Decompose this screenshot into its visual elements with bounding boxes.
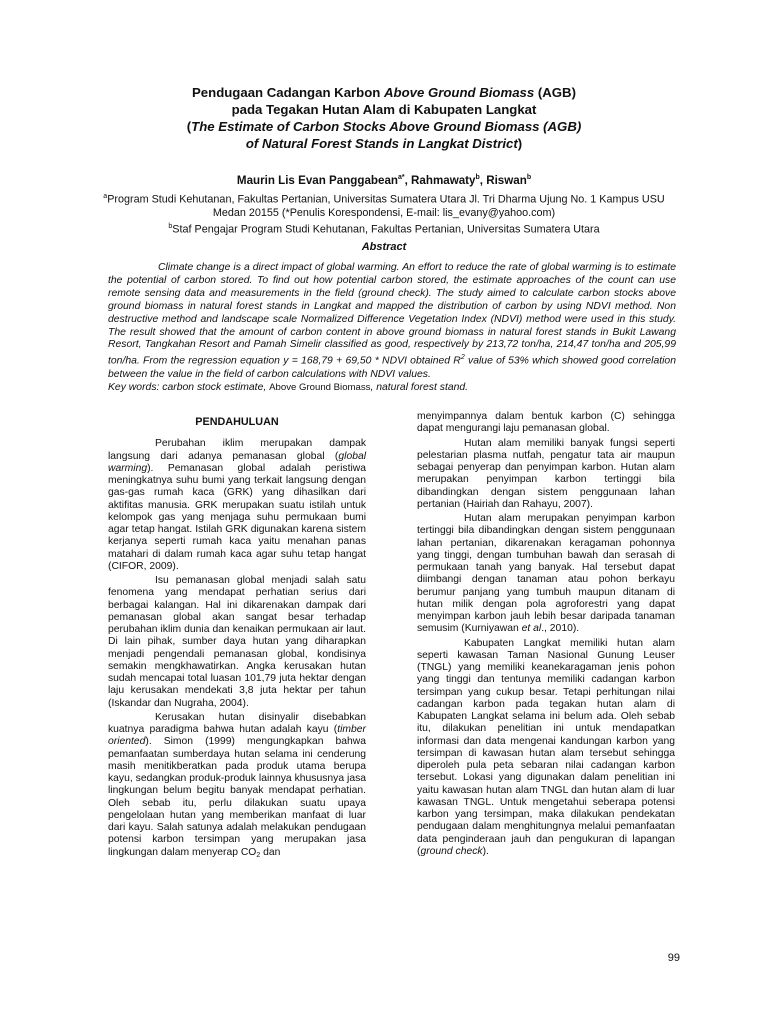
author-sup: a*: [397, 174, 405, 181]
title-text: ): [517, 136, 523, 151]
body-paragraph: [108, 438, 366, 573]
body-italic: et al: [521, 623, 542, 635]
affiliation-sup: a: [103, 192, 108, 200]
author-list: [0, 170, 768, 188]
section-heading: PENDAHULUAN: [195, 416, 279, 428]
title-text: (AGB): [534, 85, 576, 100]
authors-block: [0, 170, 768, 237]
title-line-1: [0, 84, 768, 101]
title-italic: of Natural Forest Stands in Langkat District: [245, 136, 518, 151]
abstract-body: [108, 262, 676, 395]
affiliation-a-line-2: Medan 20155 (*Penulis Korespondensi, E-mail: lis_evany@yahoo.com): [212, 207, 556, 220]
body-text: ., 2010).: [541, 623, 580, 635]
abstract-paragraph: [108, 262, 676, 382]
affiliation-text: Staf Pengajar Program Studi Kehutanan, Fakultas Pertanian, Universitas Sumatera Utara: [172, 224, 600, 237]
affiliation-sup: b: [168, 223, 173, 231]
author-sup: b: [475, 174, 480, 181]
body-paragraph: [417, 638, 675, 859]
body-text: Perubahan iklim merupakan dampak langsung dari adanya pemanasan global (: [108, 438, 366, 462]
right-column: [417, 411, 675, 860]
author-name: , Rahmawaty: [404, 173, 476, 187]
body-paragraph: Isu pemanasan global menjadi salah satu fenomena yang mendapat perhatian serius dari berbagai kalangan. Hal ini dikarenakan dampak dari pemanasan global akan sangat besar terhadap perubahan iklim dunia dan kenaikan permukaan air laut. Di lain pihak, sumber daya hutan yang diharapkan menjadi pengendali pemanasan global, kondisinya semakin mengkhawatirkan. Angka kerusakan hutan sudah mencapai total luasan 101,79 juta hektar dengan laju kerusakan mendekati 3,8 juta hektar per tahun (Iskandar dan Nugraha, 2004).: [108, 575, 366, 709]
body-paragraph: [417, 513, 675, 636]
title-italic: Above Ground Biomass: [384, 85, 535, 100]
body-text: Kerusakan hutan disinyalir disebabkan kuatnya paradigma bahwa hutan adalah kayu (: [108, 711, 366, 735]
author-sup: b: [526, 174, 532, 181]
body-text: ). Simon (1999) mengungkapkan bahwa pemanfaatan sumberdaya hutan selama ini cenderung masih menitikberatkan pada produk utama berupa kayu, sedangkan produk-produk lainnya khususnya jasa lingkungan belum begitu banyak mendapat perhatian. Oleh sebab itu, perlu dilakukan suatu upaya pengelolaan hutan yang memberikan manfaat di luar dari kayu. Salah satunya adalah melakukan pendugaan potensi karbon tersimpan yang merupakan jasa lingkungan dalam menyerap CO: [108, 736, 366, 858]
body-paragraph: Hutan alam memiliki banyak fungsi seperti pelestarian plasma nutfah, pengatur tata air maupun sebagai penyerap dan penyimpan karbon. Hutan alam merupakan penyimpan karbon tertinggi bila dibandingkan dengan sistem penggunaan lahan pertanian (Hairiah dan Rahayu, 2007).: [417, 437, 675, 510]
affiliation-a-line-1: [0, 190, 768, 207]
keywords-text: , natural forest stand.: [370, 381, 469, 393]
body-text: Kabupaten Langkat memiliki hutan alam seperti kawasan Taman Nasional Gunung Leuser (TNGL) yang memiliki keanekaragaman jenis pohon yang tinggi dan tentunya memiliki cadangan karbon tersimpan yang cukup besar. Tetapi perhitungan nilai cadangan karbon pada tegakan hutan alam di Kabupaten Langkat selama ini belum ada. Oleh sebab itu, dilakukan penelitian ini untuk mendapatkan informasi dan data mengenai kandungan karbon yang tersimpan di kawasan hutan alam tersebut sehingga diperoleh pula peta sebaran nilai cadangan karbon tersebut. Lokasi yang digunakan dalam penelitian ini yaitu kawasan hutan alam TNGL dan hutan alam di luar kawasan TNGL. Untuk mengetahui seberapa potensi karbon yang tersimpan, maka dilakukan pendekatan pendugaan dalam menghitungnya melalui pemanfaatan data penginderaan jauh dan pengukuran di lapangan (: [417, 637, 675, 857]
keywords: [108, 382, 676, 395]
body-paragraph: menyimpannya dalam bentuk karbon (C) sehingga dapat mengurangi laju pemanasan global.: [417, 411, 675, 435]
body-text: dan: [260, 846, 281, 858]
keywords-text: Key words: carbon stock estimate,: [108, 381, 270, 393]
body-text: ).: [482, 845, 489, 857]
title-text: (: [186, 119, 192, 134]
body-paragraph: [108, 712, 366, 862]
title-line-3: [0, 118, 768, 135]
body-sub: 2: [256, 851, 261, 859]
author-name: , Riswan: [479, 173, 527, 187]
abstract-sup: 2: [460, 354, 465, 362]
page-number: 99: [667, 952, 680, 964]
author-name: Maurin Lis Evan Panggabean: [236, 173, 398, 187]
body-text: ). Pemanasan global adalah peristiwa meningkatnya suhu bumi yang terkait langsung dengan gas-gas rumah kaca (GRK) yang dihasilkan dari aktifitas manusia. GRK merupakan suatu istilah untuk kelompok gas yang menjaga suhu permukaan bumi agar tetap hangat. Istilah GRK digunakan karena sistem kerjanya seperti rumah kaca yaitu menahan panas matahari di dalam rumah kaca agar suhu tetap hangat (CIFOR, 2009).: [108, 462, 366, 572]
affiliation-b: [0, 220, 768, 237]
title-line-2: pada Tegakan Hutan Alam di Kabupaten Langkat: [231, 102, 537, 117]
body-italic: global warming: [108, 450, 366, 474]
affiliation-text: Program Studi Kehutanan, Fakultas Pertanian, Universitas Sumatera Utara Jl. Tri Dharma Ujung No. 1 Kampus USU: [107, 193, 665, 206]
body-italic: ground check: [420, 845, 483, 857]
abstract-text: Climate change is a direct impact of global warming. An effort to reduce the rate of global warming is to estimate the potential of carbon stored. To find out how potential carbon stored, the estimate approaches of the count can use remote sensing data and measurements in the field (ground check). The study aimed to calculate carbon stocks above ground biomass in natural forest stands in Langkat and mapped the distribution of carbon by using NDVI method. Non destructive method and landscape scale Normalized Difference Vegetation Index (NDVI) method were used in this study. The result showed that the amount of carbon content in above ground biomass in natural forest stands in Bukit Lawang Resort, Tangkahan Resort and Pamah Simelir classified as good, respectively by 213,72 ton/ha, 214,47 ton/ha and 205,99 ton/ha. From the regression equation y = 168,79 + 69,50 * NDVI obtained R: [108, 262, 676, 367]
title-text: Pendugaan Cadangan Karbon: [192, 85, 384, 100]
keywords-text: Above Ground Biomass: [269, 381, 371, 393]
title-italic: The Estimate of Carbon Stocks Above Ground Biomass (AGB): [191, 119, 582, 134]
title-line-4: [0, 135, 768, 152]
abstract-heading: Abstract: [361, 241, 407, 253]
title-block: [0, 84, 768, 152]
body-text: Hutan alam merupakan penyimpan karbon tertinggi bila dibandingkan dengan sistem penggunaan lahan pertanian, dikarenakan keragaman pohonnya yang tinggi, dengan tumbuhan bawah dan serasah di permukaan tanah yang banyak. Hal tersebut dapat diimbangi dengan tanaman atau pohon berkayu berumur panjang yang tumbuh maupun ditanam di hutan milik dengan pola agroforestri yang dapat menyimpan karbon jauh lebih besar daripada tanaman semusim (Kurniyawan: [417, 513, 675, 635]
abstract-text: value of 53% which showed good correlation between the value in the field of carbon calculations with NDVI values.: [108, 355, 676, 380]
body-italic: timber oriented: [108, 724, 366, 748]
left-column: [108, 416, 366, 864]
